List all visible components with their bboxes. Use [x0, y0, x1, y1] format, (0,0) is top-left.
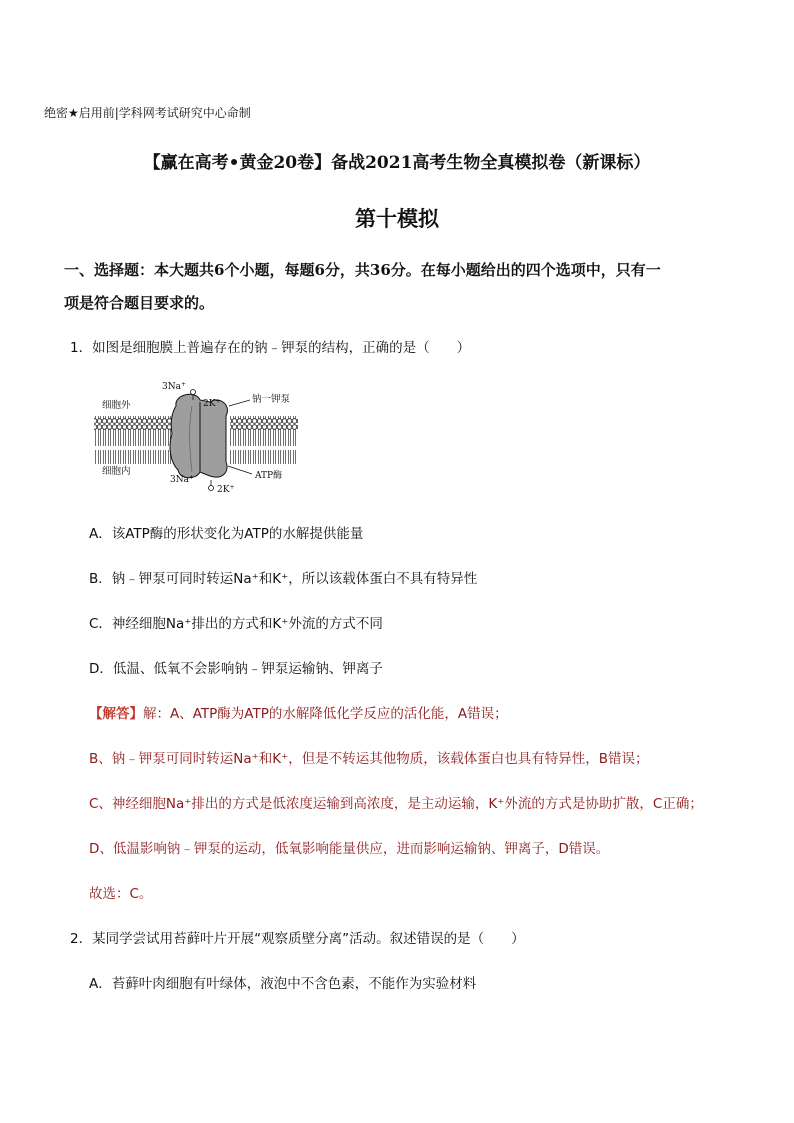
label-outside: 细胞外	[102, 400, 131, 411]
label-pump: 钠一钾泵	[252, 394, 291, 405]
question-1-stem: 1．如图是细胞膜上普遍存在的钠﹣钾泵的结构，正确的是（ ）	[70, 340, 471, 356]
section-line-2: 项是符合题目要求的。	[64, 294, 215, 312]
q1-option-b: B．钠﹣钾泵可同时转运Na⁺和K⁺，所以该载体蛋白不具有特异性	[89, 571, 478, 587]
label-k-top: 2K+	[203, 398, 221, 409]
label-na-top: 3Na+	[162, 381, 186, 392]
atpase-label-line	[228, 466, 252, 474]
q1-answer-line-3: C、神经细胞Na⁺排出的方式是低浓度运输到高浓度，是主动运输，K⁺外流的方式是协助扩散，C正确；	[89, 796, 703, 812]
lipid-bilayer-right	[230, 416, 298, 464]
q2-option-a: A．苔藓叶肉细胞有叶绿体，液泡中不含色素，不能作为实验材料	[89, 976, 477, 992]
q1-answer-line-4: D、低温影响钠﹣钾泵的运动，低氧影响能量供应，进而影响运输钠、钾离子，D错误。	[89, 841, 610, 857]
label-inside: 细胞内	[102, 466, 131, 477]
q1-answer-line-5: 故选：C。	[89, 886, 153, 902]
label-atpase: ATP酶	[255, 471, 283, 481]
q1-answer-line-1: 【解答】解：A、ATP酶为ATP的水解降低化学反应的活化能，A错误；	[89, 706, 508, 722]
q1-option-a: A．该ATP酶的形状变化为ATP的水解提供能量	[89, 526, 364, 542]
sodium-potassium-pump-diagram	[92, 376, 302, 496]
section-line-1: 一、选择题：本大题共6个小题，每题6分，共36分。在每小题给出的四个选项中，只有一	[64, 261, 661, 279]
na-top-ion	[191, 390, 196, 395]
section-instructions	[64, 254, 744, 320]
pump-label-line	[229, 400, 250, 406]
lipid-bilayer-left	[94, 416, 172, 464]
question-2-stem: 2．某同学尝试用苔藓叶片开展“观察质壁分离”活动。叙述错误的是（ ）	[70, 931, 525, 947]
secret-header: 绝密★启用前|学科网考试研究中心命制	[44, 106, 251, 120]
q1-option-c: C．神经细胞Na⁺排出的方式和K⁺外流的方式不同	[89, 616, 383, 632]
k-bottom-ion	[209, 486, 214, 491]
pump-protein	[170, 394, 227, 477]
label-k-bottom: 2K+	[217, 484, 235, 495]
q1-option-d: D．低温、低氧不会影响钠﹣钾泵运输钠、钾离子	[89, 661, 383, 677]
q1-answer-line-2: B、钠﹣钾泵可同时转运Na⁺和K⁺，但是不转运其他物质，该载体蛋白也具有特异性，B错误；	[89, 751, 649, 767]
label-na-bottom: 3Na+	[170, 474, 194, 485]
exam-title: 【赢在高考•黄金20卷】备战2021高考生物全真模拟卷（新课标）	[143, 153, 651, 173]
exam-subtitle: 第十模拟	[355, 206, 439, 231]
answer-tag: 【解答】	[89, 706, 143, 722]
